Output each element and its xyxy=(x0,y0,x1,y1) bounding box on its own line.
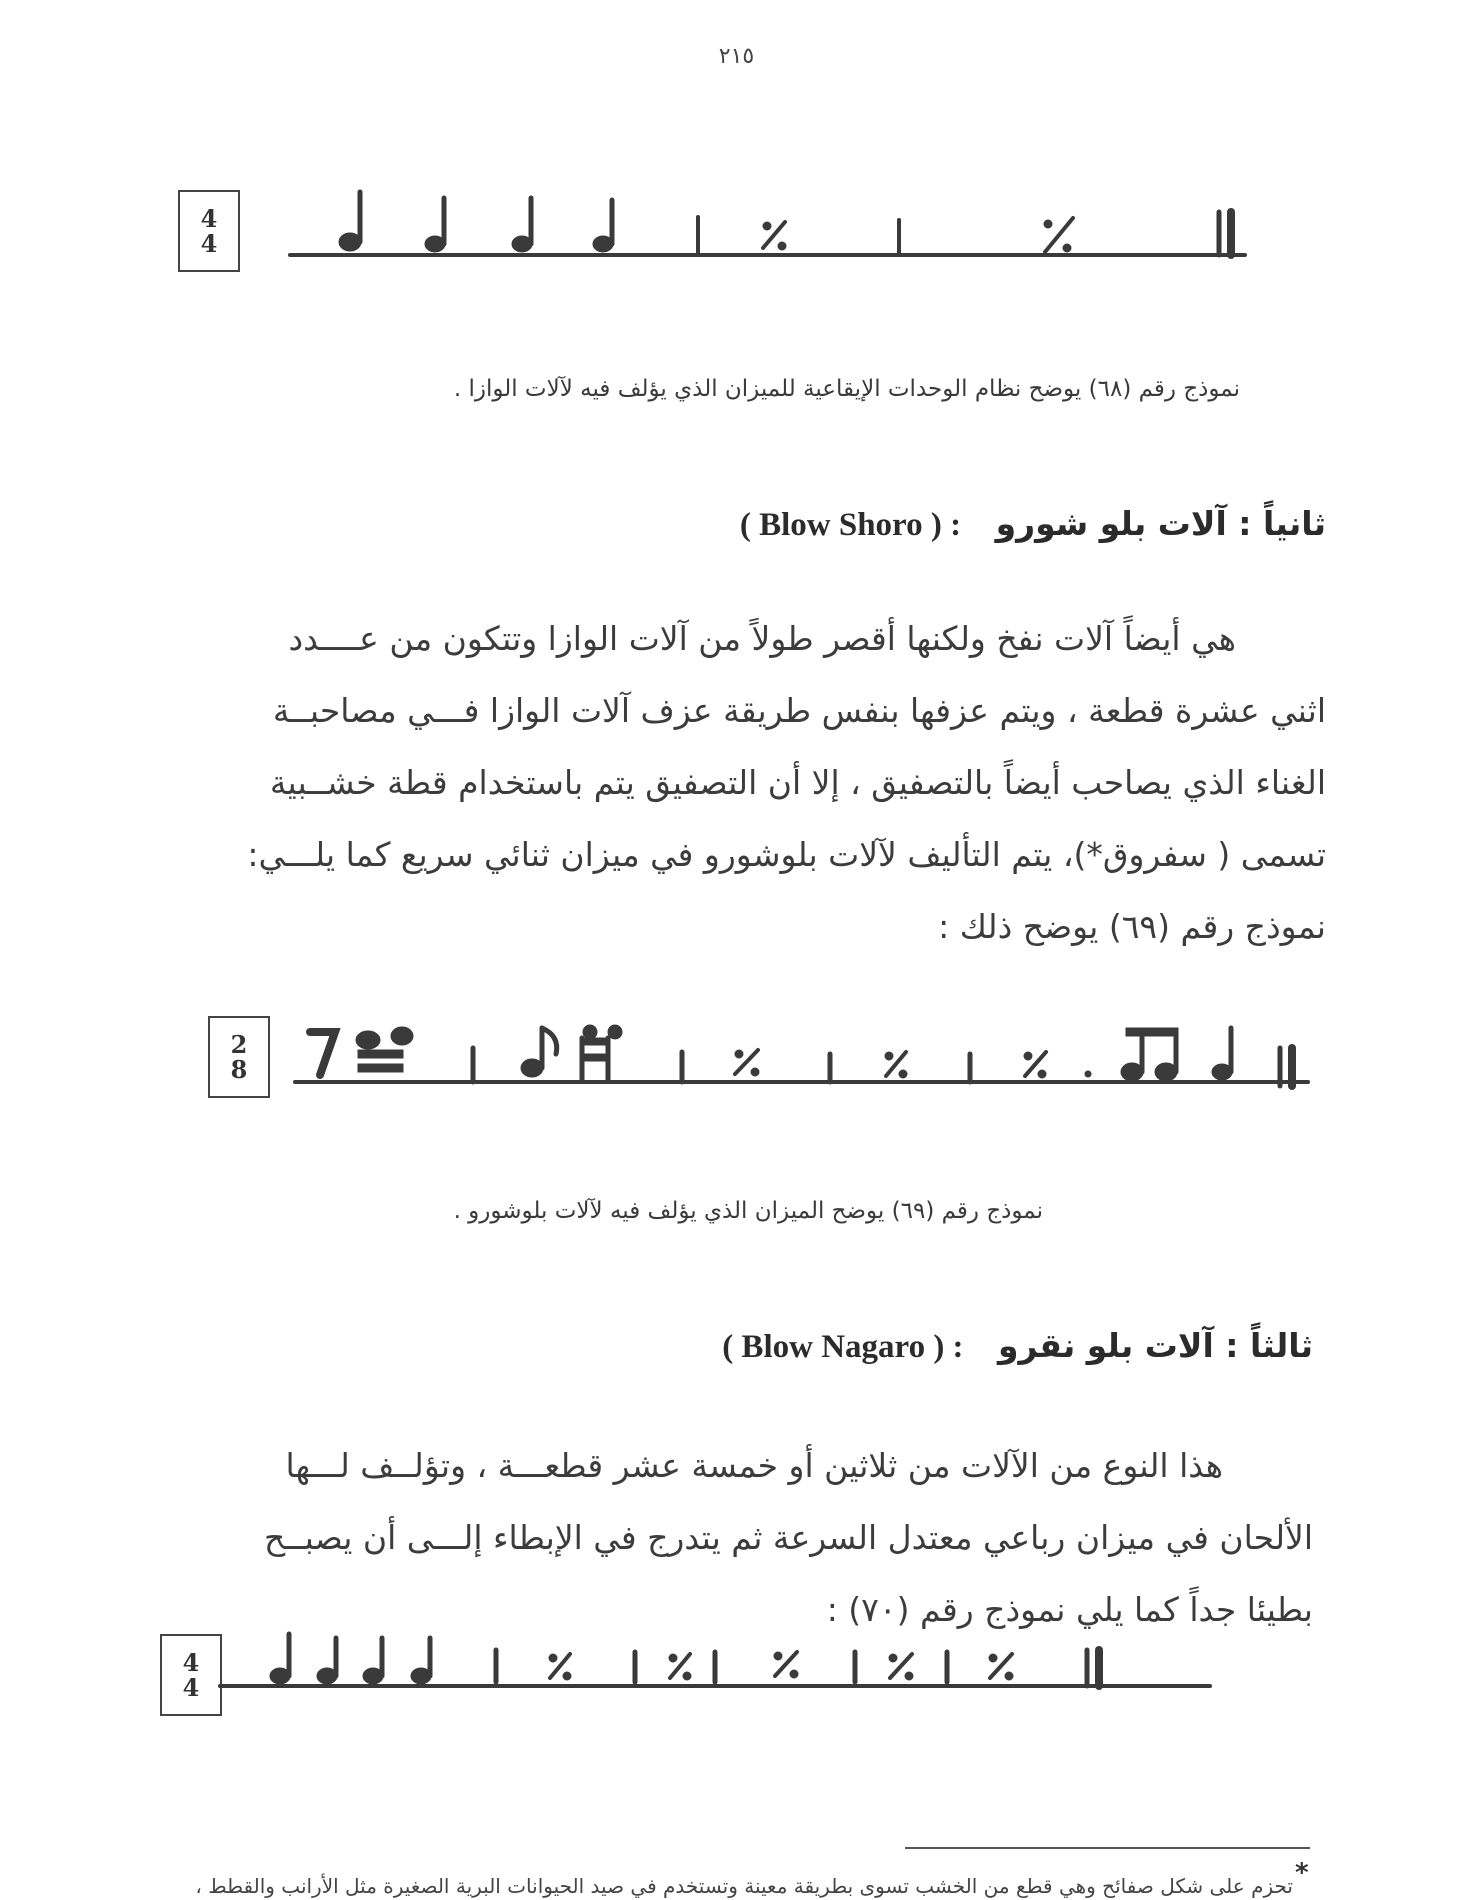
final-barline xyxy=(1087,1650,1099,1686)
rest-symbol xyxy=(310,1032,335,1075)
quarter-note xyxy=(1212,1028,1232,1080)
time-signature-numerator: 4 xyxy=(182,1647,200,1677)
quarter-note xyxy=(411,1638,431,1684)
quarter-note xyxy=(270,1634,290,1684)
quarter-note xyxy=(512,198,532,252)
time-signature-denominator: 4 xyxy=(200,229,218,258)
measure-repeat-sign xyxy=(1024,1052,1046,1078)
measure-repeat-sign xyxy=(885,1052,907,1078)
footnote-divider xyxy=(905,1847,1310,1849)
figure-caption-69: نموذج رقم (٦٩) يوضح الميزان الذي يؤلف فيه لآلات بلوشورو . xyxy=(453,1198,1043,1224)
paragraph-line: اثني عشرة قطعة ، ويتم عزفها بنفس طريقة عزف آلات الوازا فـــي مصاحبــة xyxy=(272,691,1326,730)
paragraph-line: تسمى ( سفروق*)، يتم التأليف لآلات بلوشورو في ميزان ثنائي سريع كما يلـــي: xyxy=(247,835,1326,874)
heading-arabic: ثانياً : آلات بلو شورو xyxy=(995,504,1326,543)
note-cluster xyxy=(356,1027,413,1072)
quarter-note xyxy=(593,200,613,252)
time-signature xyxy=(160,1634,222,1716)
measure-repeat-sign xyxy=(1044,218,1073,252)
eighth-note xyxy=(521,1028,557,1077)
time-signature-numerator: 2 xyxy=(230,1029,248,1059)
paragraph-line: نموذج رقم (٦٩) يوضح ذلك : xyxy=(938,907,1326,946)
time-signature xyxy=(178,190,240,272)
paragraph-line: الغناء الذي يصاحب أيضاً بالتصفيق ، إلا أن التصفيق يتم باستخدام قطة خشــبية xyxy=(269,763,1326,802)
heading-latin: ( Blow Shoro ) : xyxy=(739,507,962,543)
paragraph-line: بطيئا جداً كما يلي نموذج رقم (٧٠) : xyxy=(826,1590,1313,1629)
figure-caption-68: نموذج رقم (٦٨) يوضح نظام الوحدات الإيقاعية للميزان الذي يؤلف فيه لآلات الوازا . xyxy=(453,376,1240,402)
measure-repeat-sign xyxy=(989,1654,1013,1680)
paragraph-line: هذا النوع من الآلات من ثلاثين أو خمسة عشر قطعـــة ، وتؤلــف لـــها xyxy=(285,1446,1223,1485)
paragraph-blow-nagaro xyxy=(163,1430,1313,1646)
footnote-text: تحزم على شكل صفائح وهي قطع من الخشب تسوى بطريقة معينة وتستخدم في صيد الحيوانات البرية الصغيرة مثل الأرانب والقطط ، xyxy=(195,1874,1293,1898)
measure-repeat-sign xyxy=(889,1654,913,1680)
beamed-eighth-notes xyxy=(1121,1028,1178,1081)
measure-repeat-sign xyxy=(549,1654,571,1680)
time-signature-denominator: 4 xyxy=(182,1673,200,1702)
rhythm-notation-69 xyxy=(290,1010,1320,1110)
final-barline xyxy=(1219,212,1231,255)
heading-arabic: ثالثاً : آلات بلو نقرو xyxy=(998,1326,1313,1365)
measure-repeat-sign xyxy=(669,1654,691,1680)
paragraph-line: الألحان في ميزان رباعي معتدل السرعة ثم يتدرج في الإبطاء إلـــى أن يصبــح xyxy=(264,1518,1313,1557)
dot xyxy=(1085,1071,1091,1077)
rhythm-notation-68 xyxy=(285,170,1265,280)
section-heading-blow-nagaro xyxy=(722,1326,1313,1366)
footnote-marker: * xyxy=(1295,1858,1309,1888)
quarter-note xyxy=(363,1638,383,1684)
rhythm-notation-70 xyxy=(215,1620,1225,1700)
section-heading-blow-shoro xyxy=(740,504,1326,544)
time-signature xyxy=(208,1016,270,1098)
heading-latin: ( Blow Nagaro ) : xyxy=(722,1329,964,1365)
quarter-note xyxy=(425,198,445,252)
measure-repeat-sign xyxy=(735,1050,759,1076)
quarter-note xyxy=(339,192,361,251)
paragraph-blow-shoro xyxy=(166,603,1326,963)
time-signature-denominator: 8 xyxy=(230,1055,248,1084)
measure-repeat-sign xyxy=(774,1652,798,1678)
measure-repeat-sign xyxy=(763,222,786,250)
sixteenth-notes xyxy=(580,1025,622,1080)
paragraph-line: هي أيضاً آلات نفخ ولكنها أقصر طولاً من آلات الوازا وتتكون من عــــدد xyxy=(288,619,1236,658)
page-number: ٢١٥ xyxy=(718,44,755,69)
time-signature-numerator: 4 xyxy=(200,203,218,233)
quarter-note xyxy=(317,1638,337,1684)
